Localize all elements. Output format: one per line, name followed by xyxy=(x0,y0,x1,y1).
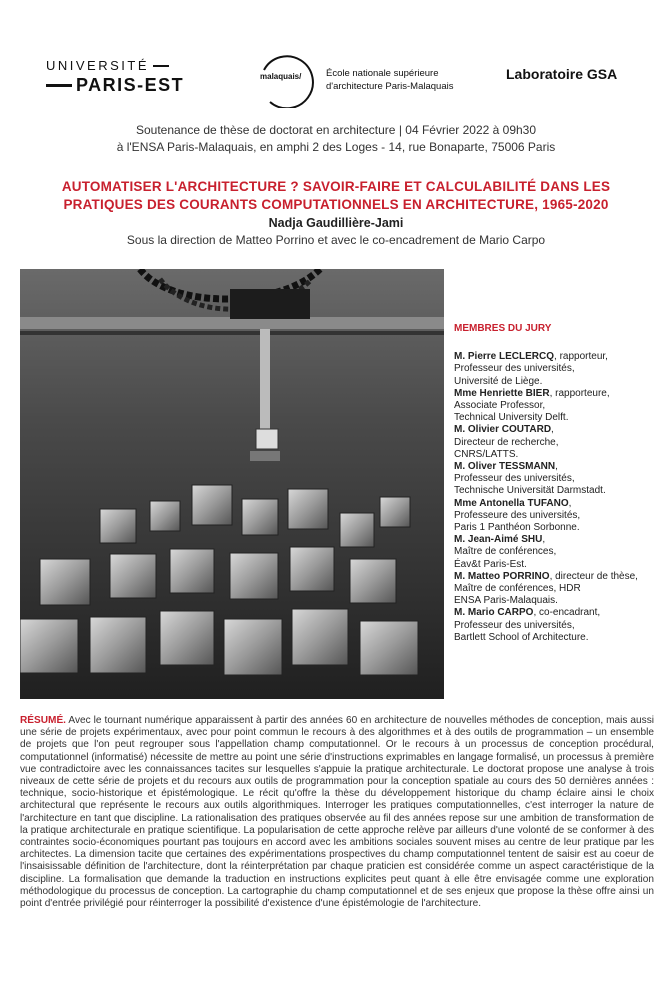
jury-member-name: M. Olivier COUTARD xyxy=(454,424,552,436)
thesis-title xyxy=(0,178,672,214)
jury-member-name: Mme Antonella TUFANO xyxy=(454,497,569,509)
jury-member-role: , rapporteur, xyxy=(554,351,608,363)
jury-member-institution: ENSA Paris-Malaquais. xyxy=(454,595,558,607)
jury-member-role: , xyxy=(542,534,546,546)
jury-member xyxy=(454,351,668,388)
title-line1: AUTOMATISER L'ARCHITECTURE ? SAVOIR-FAIRE ET CALCULABILITÉ DANS LES xyxy=(61,179,611,194)
jury-member-role: , co-encadrant, xyxy=(533,607,601,619)
jury-member-position: Professeur des universités, xyxy=(454,363,575,375)
jury-member xyxy=(454,424,668,461)
jury-member-name: M. Matteo PORRINO xyxy=(454,570,550,582)
jury-member-position: Maître de conférences, HDR xyxy=(454,583,581,595)
jury-member-role: , xyxy=(551,424,554,436)
jury-member xyxy=(454,498,668,535)
header xyxy=(0,52,672,104)
jury-member-role: , directeur de thèse, xyxy=(549,570,638,582)
jury-member-name: M. Oliver TESSMANN xyxy=(454,461,556,473)
malaquais-logo-text: malaquais/ xyxy=(260,72,302,81)
jury-member-institution: Bartlett School of Architecture. xyxy=(454,631,589,643)
jury-member-institution: Technische Universität Darmstadt. xyxy=(454,485,606,497)
jury-member xyxy=(454,388,668,425)
jury-member xyxy=(454,571,668,608)
jury-member-name: M. Jean-Aimé SHU xyxy=(454,534,543,546)
upe-line2: PARIS-EST xyxy=(76,75,185,95)
info-line1: Soutenance de thèse de doctorat en architecture | 04 Février 2022 à 09h30 xyxy=(135,123,537,137)
info-line2: à l'ENSA Paris-Malaquais, en amphi 2 des Loges - 14, rue Bonaparte, 75006 Paris xyxy=(116,140,556,154)
title-line2: PRATIQUES DES COURANTS COMPUTATIONNELS EN ARCHITECTURE, 1965-2020 xyxy=(63,197,609,212)
defense-info xyxy=(0,122,672,156)
upe-line1: UNIVERSITÉ xyxy=(46,58,150,73)
jury-member-role: , xyxy=(555,461,558,473)
jury-member-role: , rapporteure, xyxy=(549,387,610,399)
jury-member-position: Professeure des universités, xyxy=(454,509,581,521)
jury-member-position: Associate Professor, xyxy=(454,400,546,412)
laboratoire-gsa: Laboratoire GSA xyxy=(506,66,618,82)
malaquais-line1: École nationale supérieure xyxy=(326,68,439,79)
jury-member-name: M. Pierre LECLERCQ xyxy=(454,351,555,363)
direction-line: Sous la direction de Matteo Porrino et avec le co-encadrement de Mario Carpo xyxy=(126,233,546,247)
jury-member-position: Professeur des universités, xyxy=(454,619,575,631)
jury-member-position: Directeur de recherche, xyxy=(454,436,559,448)
jury-member-position: Maître de conférences, xyxy=(454,546,557,558)
resume-label: RÉSUMÉ. xyxy=(20,715,66,726)
jury-section xyxy=(454,323,668,644)
universite-paris-est-logo xyxy=(46,58,184,96)
jury-title: MEMBRES DU JURY xyxy=(454,323,552,334)
robot-blocks-photo xyxy=(20,269,444,699)
jury-member xyxy=(454,534,668,571)
jury-member-institution: CNRS/LATTS. xyxy=(454,448,519,460)
author-name: Nadja Gaudillière-Jami xyxy=(268,216,404,230)
jury-member-institution: Université de Liège. xyxy=(454,375,543,387)
jury-member-institution: Technical University Delft. xyxy=(454,412,569,424)
cover-photo xyxy=(20,269,444,699)
malaquais-line2: d'architecture Paris-Malaquais xyxy=(326,81,454,92)
jury-member-role: , xyxy=(568,497,572,509)
jury-member-institution: Éav&t Paris-Est. xyxy=(454,558,527,570)
resume-text: Avec le tournant numérique apparaissent à partir des années 60 en architecture de nouvelles méthodes de conception, mais aussi une série de projets expérimentaux, avec pour point commun le recours à des algorithmes et à des outils de programmation – un ensemble de projets que l'on peut regrouper sous l'appellation champ computationnel. Or le recours à un processus de conception procédural, computationnel (informatisé) nécessite de mettre au point une série d'instructions exprimables en langage formalisé, un processus à première vue contradictoire avec les connaissances tacites sur lesquelles s'appuie la pratique architecturale. Le doctorat propose une analyse à trois niveaux de cette série de projets et du recours aux outils de programmation pour la conception spatiale au cours des 50 dernières années : technique, socio-historique et épistémologique. Le récit qu'offre la thèse du développement historique du champ éclaire ainsi le choix architectural que représente le recours aux outils algorithmiques. Interroger les pratiques computationnelles, c'est interroger la nature de l'architecture en tant que discipline. La rationalisation des pratiques observée au fil des années repose sur une ambition de transformation de la pratique architecturale en pratique scientifique. La popularisation de cette approche relève par ailleurs d'une volonté de se conformer à des contraintes socio-économiques pourtant pas toujours en accord avec les ambitions sociales souvent mises au centre de leur pratique par les architectes. La dimension tacite que certaines des expérimentations prospectives du champ computationnel tentent de saisir est au coeur de l'insaisissable définition de l'architecture, dont la réinterprétation par chaque praticien est considérée comme un aspect caractéristique de la discipline. La formalisation que demande la traduction en instructions explicites peut quant à elle être envisagée comme une exploration méthodologique du processus de conception. La cartographie du champ computationnel et de ses enjeux que propose la thèse offre ainsi un point d'entrée privilégié pour réinterroger la possibilité d'existence d'une épistémologie de l'architecture. xyxy=(20,715,654,910)
malaquais-logo xyxy=(256,52,453,108)
jury-member-name: M. Mario CARPO xyxy=(454,607,534,619)
resume-section xyxy=(20,715,654,910)
jury-member xyxy=(454,461,668,498)
jury-member-institution: Paris 1 Panthéon Sorbonne. xyxy=(454,522,580,534)
jury-member-name: Mme Henriette BIER xyxy=(454,387,550,399)
jury-member xyxy=(454,607,668,644)
jury-member-position: Professeur des universités, xyxy=(454,473,575,485)
